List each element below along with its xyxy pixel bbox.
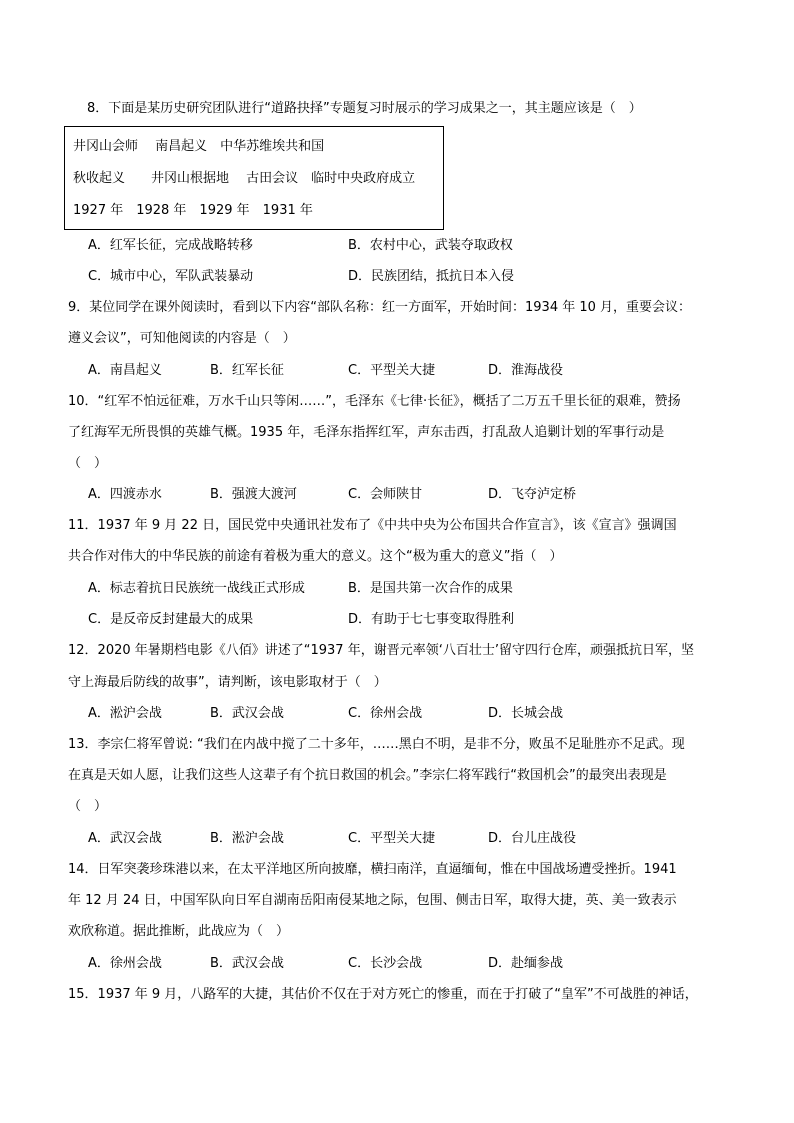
q14-stem-line-3: 欢欣称道。据此推断，此战应为（ ） — [68, 924, 290, 939]
q14-stem-line-2: 年 12 月 24 日，中国军队向日军自湖南岳阳南侵某地之际，包围、侧击日军，取得大捷，英、美一致表示 — [68, 893, 677, 908]
q12-option-c[interactable]: C．徐州会战 — [348, 706, 423, 721]
q8-stem: 8．下面是某历史研究团队进行“道路抉择”专题复习时展示的学习成果之一，其主题应该是（ ） — [87, 101, 642, 116]
q14-option-d[interactable]: D．赴缅参战 — [488, 956, 564, 971]
q13-stem-line-2: 在真是天如人愿，让我们这些人这辈子有个抗日救国的机会。”李宗仁将军践行“救国机会”的最突出表现是 — [68, 768, 667, 783]
q13-option-a[interactable]: A．武汉会战 — [88, 831, 162, 846]
q12-option-a[interactable]: A．淞沪会战 — [88, 706, 162, 721]
q10-option-d[interactable]: D．飞夺泸定桥 — [488, 487, 577, 502]
q8-option-a[interactable]: A．红军长征，完成战略转移 — [88, 238, 253, 253]
q13-option-b[interactable]: B．淞沪会战 — [210, 831, 284, 846]
q10-stem-line-2: 了红海军无所畏惧的英雄气概。1935 年，毛泽东指挥红军，声东击西，打乱敌人追剿计划的军事行动是 — [68, 425, 665, 440]
q11-stem-line-2: 共合作对伟大的中华民族的前途有着极为重大的意义。这个“极为重大的意义”指（ ） — [68, 549, 563, 564]
q13-stem-line-1: 13．李宗仁将军曾说: “我们在内战中搅了二十多年，……黑白不明，是非不分，败虽不足耻胜亦不足武。现 — [68, 737, 685, 752]
q12-stem-line-2: 守上海最后防线的故事”，请判断，该电影取材于（ ） — [68, 675, 387, 690]
q8-box-line-3: 1927 年 1928 年 1929 年 1931 年 — [73, 203, 313, 218]
q11-stem-line-1: 11．1937 年 9 月 22 日，国民党中央通讯社发布了《中共中央为公布国共合作宣言》，该《宣言》强调国 — [68, 518, 677, 533]
q14-option-b[interactable]: B．武汉会战 — [210, 956, 284, 971]
q9-option-a[interactable]: A．南昌起义 — [88, 363, 162, 378]
q8-option-c[interactable]: C．城市中心，军队武装暴动 — [88, 269, 254, 284]
q9-option-b[interactable]: B．红军长征 — [210, 363, 284, 378]
q12-option-d[interactable]: D．长城会战 — [488, 706, 564, 721]
q12-option-b[interactable]: B．武汉会战 — [210, 706, 284, 721]
q14-stem-line-1: 14．日军突袭珍珠港以来，在太平洋地区所向披靡，横扫南洋，直逼缅甸，惟在中国战场遭受挫折。1941 — [68, 862, 677, 877]
q10-stem-line-3: （ ） — [68, 456, 108, 471]
q13-stem-line-3: （ ） — [68, 799, 108, 814]
q9-stem-line-1: 9．某位同学在课外阅读时，看到以下内容“部队名称：红一方面军，开始时间：1934 年 10 月，重要会议： — [68, 300, 692, 315]
q8-box-line-2: 秋收起义 井冈山根据地 古田会议 临时中央政府成立 — [73, 171, 416, 186]
q12-stem-line-1: 12．2020 年暑期档电影《八佰》讲述了“1937 年，谢晋元率领‘八百壮士’留守四行仓库，顽强抵抗日军，坚 — [68, 643, 694, 658]
q15-stem-line-1: 15．1937 年 9 月，八路军的大捷，其估价不仅在于对方死亡的惨重，而在于打破了“皇军”不可战胜的神话， — [68, 987, 698, 1002]
q8-box-line-1: 井冈山会师 南昌起义 中华苏维埃共和国 — [73, 139, 325, 154]
q11-option-c[interactable]: C．是反帝反封建最大的成果 — [88, 612, 254, 627]
q10-option-c[interactable]: C．会师陕甘 — [348, 487, 423, 502]
q8-material-box — [64, 126, 444, 230]
q14-option-c[interactable]: C．长沙会战 — [348, 956, 423, 971]
q8-option-d[interactable]: D．民族团结，抵抗日本入侵 — [348, 269, 515, 284]
q11-option-a[interactable]: A．标志着抗日民族统一战线正式形成 — [88, 581, 305, 596]
q11-option-b[interactable]: B．是国共第一次合作的成果 — [348, 581, 513, 596]
q10-stem-line-1: 10．“红军不怕远征难，万水千山只等闲……”，毛泽东《七律·长征》，概括了二万五千里长征的艰难，赞扬 — [68, 394, 681, 409]
q13-option-d[interactable]: D．台儿庄战役 — [488, 831, 577, 846]
q10-option-a[interactable]: A．四渡赤水 — [88, 487, 162, 502]
q13-option-c[interactable]: C．平型关大捷 — [348, 831, 436, 846]
q8-option-b[interactable]: B．农村中心，武装夺取政权 — [348, 238, 513, 253]
q11-option-d[interactable]: D．有助于七七事变取得胜利 — [348, 612, 515, 627]
q9-option-d[interactable]: D．淮海战役 — [488, 363, 564, 378]
q9-option-c[interactable]: C．平型关大捷 — [348, 363, 436, 378]
q14-option-a[interactable]: A．徐州会战 — [88, 956, 162, 971]
q10-option-b[interactable]: B．强渡大渡河 — [210, 487, 297, 502]
q9-stem-line-2: 遵义会议”，可知他阅读的内容是（ ） — [68, 331, 296, 346]
